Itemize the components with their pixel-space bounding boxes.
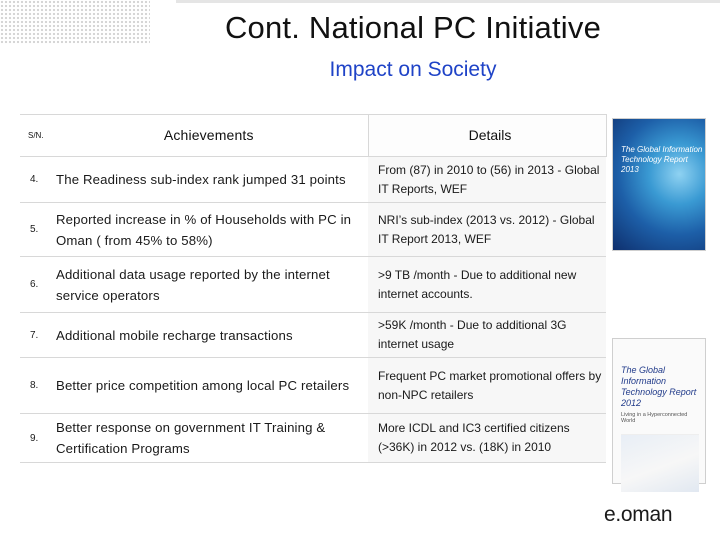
row-sn: 4.	[20, 157, 50, 203]
table-row	[20, 203, 606, 257]
global-it-report-2012-cover	[612, 338, 706, 484]
header-sn: S/N.	[20, 115, 50, 157]
row-achievement: The Readiness sub-index rank jumped 31 points	[50, 157, 368, 203]
table-row	[20, 358, 606, 414]
row-sn: 6.	[20, 257, 50, 313]
table-row	[20, 257, 606, 313]
slide-title: Cont. National PC Initiative	[224, 10, 602, 45]
e-oman-logo: e.oman	[604, 503, 673, 526]
row-detail: >59K /month - Due to additional 3G internet usage	[368, 313, 606, 358]
cover-2012-subtitle: Living in a Hyperconnected World	[621, 412, 688, 424]
global-it-report-2013-cover	[612, 118, 706, 251]
row-achievement: Better response on government IT Training & Certification Programs	[50, 414, 368, 463]
row-detail: Frequent PC market promotional offers by non-NPC retailers	[368, 358, 606, 414]
table-header-row	[20, 115, 606, 157]
top-rule	[176, 0, 720, 3]
row-achievement: Additional data usage reported by the internet service operators	[50, 257, 368, 313]
row-detail: NRI’s sub-index (2013 vs. 2012) - Global IT Report 2013, WEF	[368, 203, 606, 257]
row-sn: 5.	[20, 203, 50, 257]
row-achievement: Additional mobile recharge transactions	[50, 313, 368, 358]
row-detail: >9 TB /month - Due to additional new internet accounts.	[368, 257, 606, 313]
cover-2012-artwork	[621, 434, 699, 492]
decorative-dot-pattern	[0, 0, 150, 44]
slide-subtitle: Impact on Society	[329, 58, 497, 81]
row-detail: From (87) in 2010 to (56) in 2013 - Global IT Reports, WEF	[368, 157, 606, 203]
header-details: Details	[368, 115, 606, 157]
cover-2012-title: The Global Information Technology Report 2012	[621, 365, 697, 408]
row-achievement: Better price competition among local PC retailers	[50, 358, 368, 414]
cover-2013-title: The Global Information Technology Report 2013	[621, 145, 703, 174]
achievements-table	[20, 114, 607, 463]
row-achievement: Reported increase in % of Households with PC in Oman ( from 45% to 58%)	[50, 203, 368, 257]
table-row	[20, 157, 606, 203]
row-sn: 8.	[20, 358, 50, 414]
row-detail: More ICDL and IC3 certified citizens (>36K) in 2012 vs. (18K) in 2010	[368, 414, 606, 463]
table-row	[20, 414, 606, 463]
row-sn: 7.	[20, 313, 50, 358]
table-row	[20, 313, 606, 358]
row-sn: 9.	[20, 414, 50, 463]
header-achievements: Achievements	[50, 115, 368, 157]
